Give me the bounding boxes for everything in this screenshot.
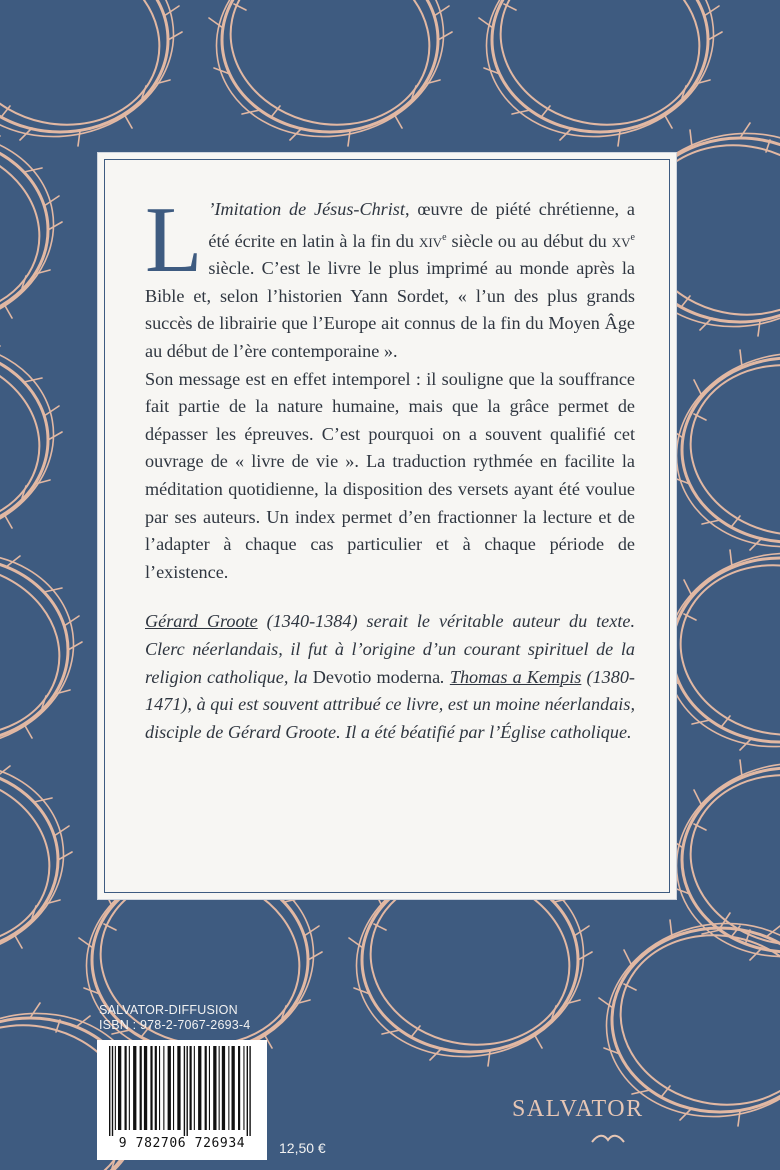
barcode-bar [249, 1046, 250, 1136]
barcode-bar [133, 1046, 136, 1130]
author-kempis: Thomas a Kempis [449, 666, 582, 687]
barcode-bar [155, 1046, 157, 1130]
barcode-bar [198, 1046, 201, 1130]
barcode-bar [177, 1046, 180, 1130]
paragraph-authors: Gérard Groote (1340-1384) serait le véritable auteur du texte. Clerc néerlandais, il fut à l’origine d’un courant spirituel de la religion catholique, la Devotio moderna. Thomas a Kempis (1380-1471), à qui est souvent attribué ce livre, est un moine néerlandais, disciple de Gérard Groote. Il a été béatifié par l’Église catholique. [145, 611, 635, 742]
isbn: ISBN : 978-2-7067-2693-4 [99, 1018, 251, 1032]
barcode-bar [205, 1046, 207, 1130]
barcode-bar [129, 1046, 130, 1130]
barcode-bar [232, 1046, 235, 1130]
barcode-bar [140, 1046, 142, 1130]
author-groote: Gérard Groote [145, 611, 258, 632]
barcode [97, 1040, 267, 1160]
barcode-bar [243, 1046, 244, 1130]
barcode-bar [150, 1046, 152, 1130]
barcode-bar [159, 1046, 160, 1130]
blurb-text [145, 188, 635, 746]
barcode-bar [115, 1046, 116, 1130]
distributor-name: SALVATOR-DIFFUSION [99, 1003, 238, 1017]
publisher-info [99, 1003, 250, 1033]
barcode-bars [97, 1040, 267, 1136]
barcode-bar [112, 1046, 113, 1136]
barcode-bar [238, 1046, 240, 1130]
price: 12,50 € [279, 1140, 326, 1156]
book-title: ’Imitation de Jésus-Christ [208, 199, 405, 219]
barcode-bar [194, 1046, 195, 1130]
publisher-logo: SALVATOR [512, 1096, 644, 1122]
barcode-bar [187, 1046, 188, 1136]
barcode-bar [184, 1046, 185, 1136]
barcode-digits: 9 782706 726934 [118, 1136, 246, 1151]
devotio-moderna: Devotio moderna [312, 666, 441, 687]
barcode-bar [163, 1046, 164, 1130]
barcode-bar [209, 1046, 210, 1130]
barcode-bar [219, 1046, 220, 1130]
barcode-bar [125, 1046, 127, 1130]
barcode-bar [222, 1046, 225, 1130]
barcode-bar [173, 1046, 174, 1130]
barcode-bar [109, 1046, 110, 1136]
barcode-bar [190, 1046, 192, 1130]
barcode-bar [247, 1046, 248, 1136]
barcode-bar [213, 1046, 216, 1130]
paragraph-message: Son message est en effet intemporel : il souligne que la souffrance fait partie de la nature humaine, mais que la grâce permet de dépasser les épreuves. C’est pourquoi on a souvent qualifié cet ouvrage de « livre de vie ». La traduction rythmée en facilite la méditation quotidienne, la disposition des versets ayant été voulue par ses auteurs. Un index permet d’en fractionner la lecture et de l’adapter à chaque cas particulier et à chaque période de l’existence. [145, 368, 635, 582]
barcode-bar [144, 1046, 147, 1130]
barcode-bar [228, 1046, 229, 1130]
barcode-bar [118, 1046, 121, 1130]
publisher-logo-mark-icon [590, 1132, 626, 1146]
paragraph-intro: L ’Imitation de Jésus-Christ, œuvre de piété chrétienne, a été écrite en latin à la fin du xiv$^e$ siècle ou au début du $xv^e$ siècle. C’est le livre le plus imprimé au monde après la Bible et, selon l’historien Yann Sordet, « l’un des plus grands succès de librairie que l’Europe ait connus de la fin du Moyen Âge au début de l’ère contemporaine ». [145, 188, 635, 362]
barcode-bar [168, 1046, 171, 1130]
drop-cap: L [145, 188, 203, 292]
